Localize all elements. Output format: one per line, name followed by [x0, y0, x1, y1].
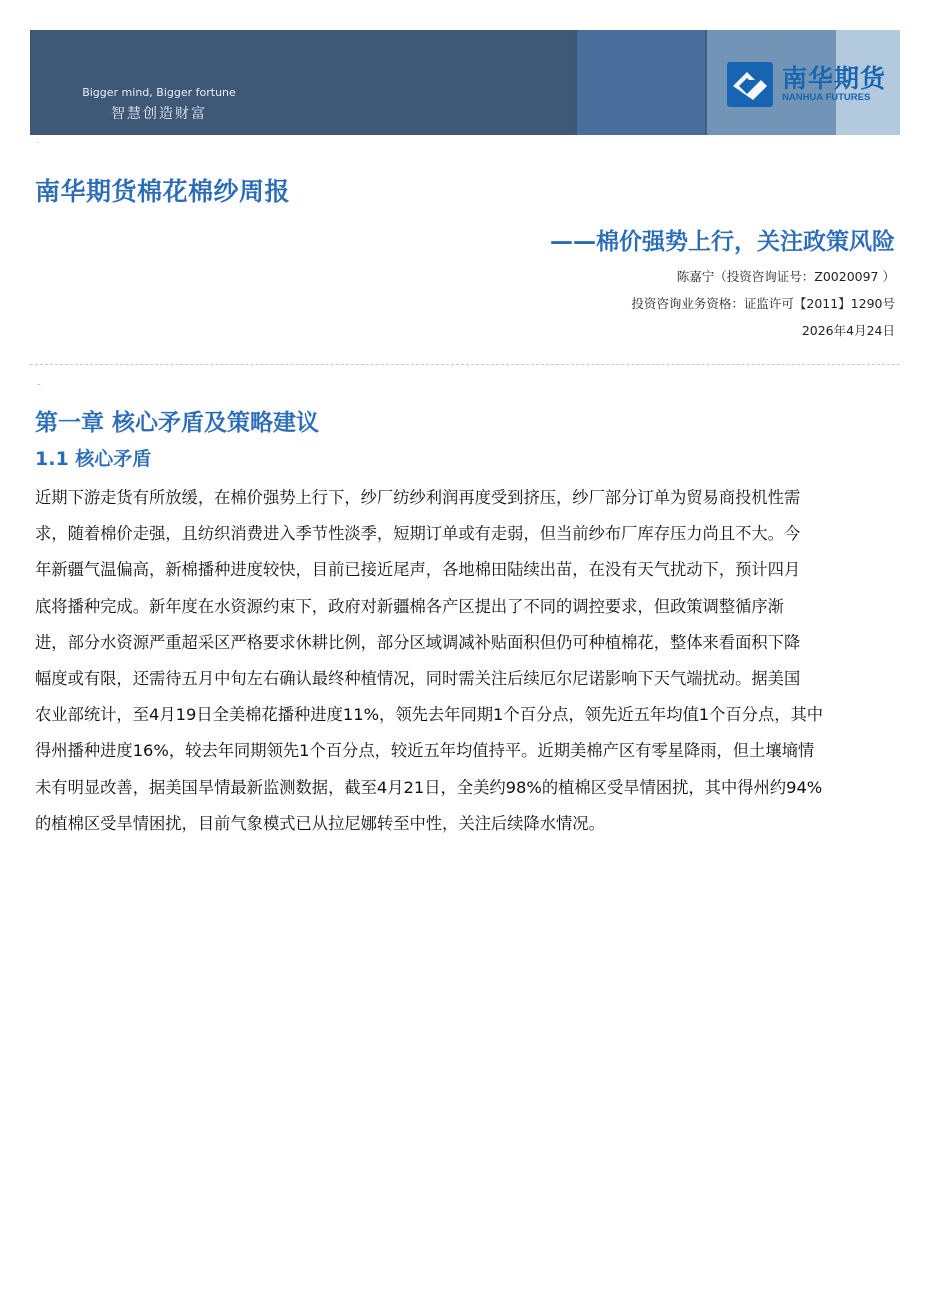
author-info: 陈嘉宁（投资咨询证号：Z0020097 ） — [676, 269, 895, 284]
slogan-chinese: 智慧创造财富 — [111, 106, 207, 122]
nanhua-logo-icon — [727, 62, 773, 107]
logo-chinese-name: 南华期货 — [782, 63, 887, 93]
page-marker: ·· — [37, 382, 41, 389]
section-divider — [30, 364, 900, 365]
paragraph-line: 进，部分水资源严重超采区严格要求休耕比例，部分区域调减补贴面积但仍可种植棉花，整体来看面积下降 — [35, 632, 801, 652]
paragraph-line: 年新疆气温偏高，新棉播种进度较快，目前已接近尾声，各地棉田陆续出苗，在没有天气扰动下，预计四月 — [35, 560, 801, 580]
page-marker: · — [37, 140, 39, 147]
report-title: 南华期货棉花棉纱周报 — [35, 177, 291, 206]
paragraph-line: 的植棉区受旱情困扰，目前气象模式已从拉尼娜转至中性，关注后续降水情况。 — [35, 813, 605, 833]
paragraph-line: 近期下游走货有所放缓，在棉价强势上行下，纱厂纺纱利润再度受到挤压，纱厂部分订单为贸易商投机性需 — [35, 488, 801, 507]
paragraph-line: 农业部统计，至4月19日全美棉花播种进度11%，领先去年同期1个百分点，领先近五年均值1个百分点，其中 — [35, 705, 824, 725]
slogan-english: Bigger mind, Bigger fortune — [82, 86, 236, 99]
paragraph-line: 求，随着棉价走强，且纺织消费进入季节性淡季，短期订单或有走弱，但当前纱布厂库存压力尚且不大。今 — [35, 524, 801, 544]
section-heading: 1.1 核心矛盾 — [35, 448, 152, 470]
report-subtitle: ——棉价强势上行，关注政策风险 — [550, 229, 895, 255]
body-paragraph — [35, 480, 895, 842]
license-info: 投资咨询业务资格：证监许可【2011】1290号 — [631, 296, 895, 311]
paragraph-line: 幅度或有限，还需待五月中旬左右确认最终种植情况，同时需关注后续厄尔尼诺影响下天气端扰动。据美国 — [35, 669, 801, 689]
paragraph-line: 底将播种完成。新年度在水资源约束下，政府对新疆棉各产区提出了不同的调控要求，但政策调整循序渐 — [35, 596, 784, 616]
paragraph-line: 得州播种进度16%，较去年同期领先1个百分点，较近五年均值持平。近期美棉产区有零星降雨，但土壤墒情 — [35, 741, 815, 761]
banner-segment-dark — [30, 30, 575, 135]
chapter-heading: 第一章 核心矛盾及策略建议 — [35, 410, 320, 436]
banner-segment-mid — [575, 30, 705, 135]
logo-english-name: NANHUA FUTURES — [782, 91, 871, 103]
company-logo — [727, 62, 886, 107]
paragraph-line: 未有明显改善，据美国旱情最新监测数据，截至4月21日，全美约98%的植棉区受旱情困扰，其中得州约94% — [35, 777, 823, 797]
report-date: 2026年4月24日 — [801, 323, 895, 338]
